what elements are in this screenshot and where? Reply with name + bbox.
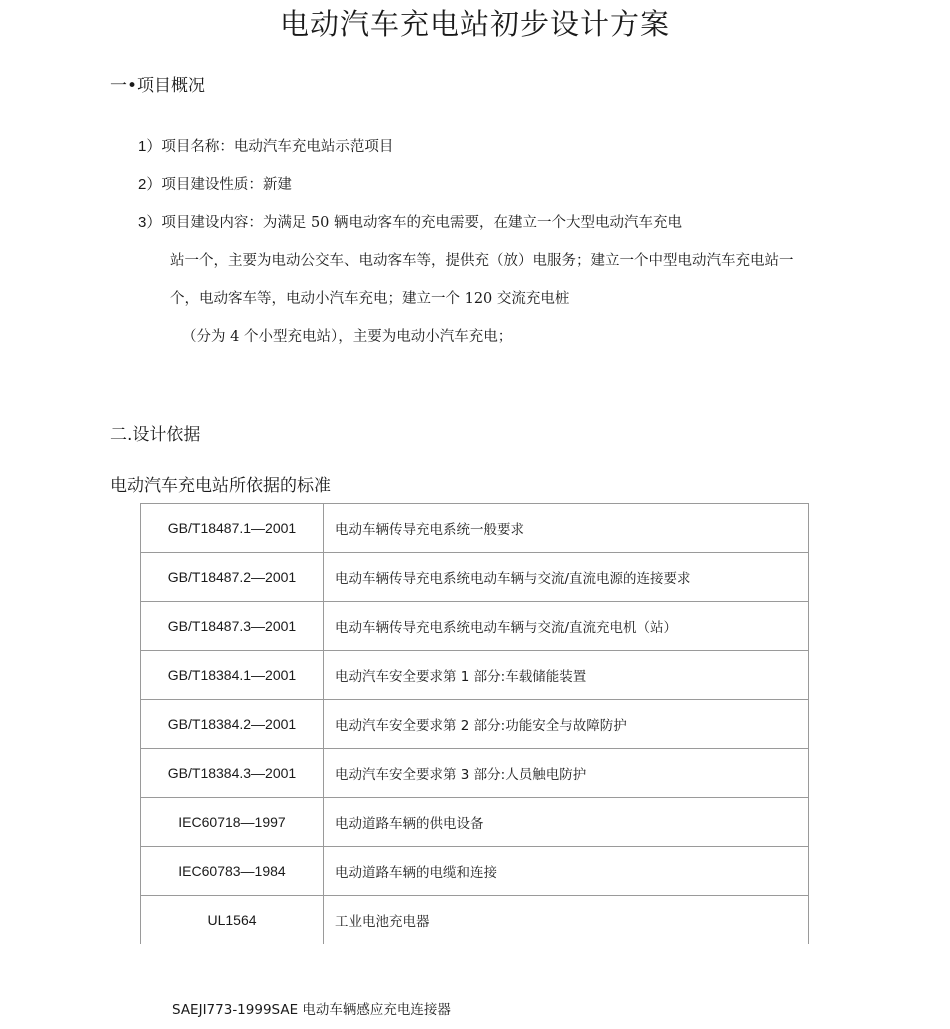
standard-name: 电动道路车辆的供电设备 — [324, 798, 809, 847]
paragraph-continuation: （分为 4 个小型充电站），主要为电动小汽车充电； — [182, 329, 513, 345]
standard-code: IEC60783—1984 — [141, 847, 324, 896]
table-row — [141, 651, 809, 700]
list-item-text: 项目名称：电动汽车充电站示范项目 — [161, 139, 394, 155]
standard-code: GB/T18384.2—2001 — [141, 700, 324, 749]
page-title: 电动汽车充电站初步设计方案 — [279, 7, 670, 41]
standard-name: 电动车辆传导充电系统一般要求 — [324, 504, 809, 553]
standard-name: 电动汽车安全要求第 2 部分:功能安全与故障防护 — [324, 700, 809, 749]
footer-standard-line: SAEJI773-1999SAE 电动车辆感应充电连接器 — [172, 1002, 451, 1018]
standard-code: UL1564 — [141, 896, 324, 945]
table-row — [141, 896, 809, 945]
paragraph-continuation: 个，电动客车等，电动小汽车充电；建立一个 120 交流充电桩 — [170, 291, 570, 307]
section-heading-basis: 二.设计依据 — [110, 425, 201, 445]
list-item — [138, 135, 393, 156]
table-row — [141, 504, 809, 553]
table-row — [141, 700, 809, 749]
standard-code: GB/T18487.1—2001 — [141, 504, 324, 553]
standard-code: GB/T18384.1—2001 — [141, 651, 324, 700]
standards-subheading: 电动汽车充电站所依据的标准 — [110, 476, 331, 496]
list-item — [138, 173, 292, 194]
table-row — [141, 798, 809, 847]
table-row — [141, 847, 809, 896]
standard-name: 电动汽车安全要求第 1 部分:车载储能装置 — [324, 651, 809, 700]
list-item-number: 2） — [138, 176, 162, 193]
standard-name: 工业电池充电器 — [324, 896, 809, 945]
list-item — [138, 211, 682, 232]
table-row — [141, 602, 809, 651]
standard-code: GB/T18487.3—2001 — [141, 602, 324, 651]
standard-code: IEC60718—1997 — [141, 798, 324, 847]
standard-name: 电动道路车辆的电缆和连接 — [324, 847, 809, 896]
standard-code: GB/T18384.3—2001 — [141, 749, 324, 798]
table-row — [141, 749, 809, 798]
table-row — [141, 553, 809, 602]
list-item-text: 项目建设内容：为满足 50 辆电动客车的充电需要，在建立一个大型电动汽车充电 — [161, 215, 683, 231]
standard-code: GB/T18487.2—2001 — [141, 553, 324, 602]
list-item-text: 项目建设性质：新建 — [161, 177, 292, 193]
standard-name: 电动车辆传导充电系统电动车辆与交流/直流电源的连接要求 — [324, 553, 809, 602]
section-heading-overview: 一•项目概况 — [110, 76, 206, 96]
standards-table — [140, 503, 809, 944]
standard-name: 电动车辆传导充电系统电动车辆与交流/直流充电机（站） — [324, 602, 809, 651]
paragraph-continuation: 站一个，主要为电动公交车、电动客车等，提供充（放）电服务；建立一个中型电动汽车充电站一 — [170, 253, 794, 269]
list-item-number: 3） — [138, 214, 162, 231]
standard-name: 电动汽车安全要求第 3 部分:人员触电防护 — [324, 749, 809, 798]
list-item-number: 1） — [138, 138, 162, 155]
